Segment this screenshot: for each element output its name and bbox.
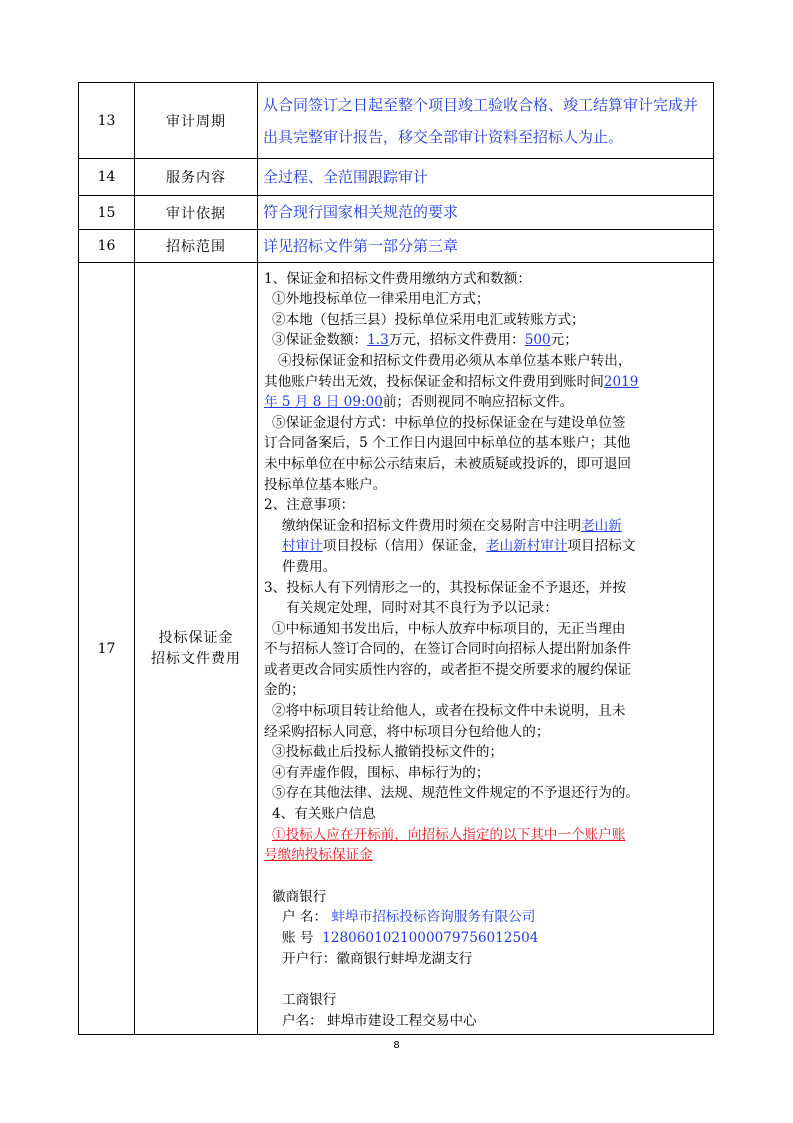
row-item: 审计依据 — [135, 196, 258, 230]
bank-branch: 开户行：徽商银行蚌埠龙湖支行 — [282, 950, 473, 967]
row-item — [135, 263, 258, 1035]
row-item: 招标范围 — [135, 230, 258, 263]
row-content: 全过程、全范围跟踪审计 — [258, 159, 714, 196]
item-line: 投标保证金 — [158, 629, 234, 646]
text-span: 元； — [550, 332, 578, 349]
text-line — [264, 330, 707, 351]
row-number: 13 — [79, 83, 135, 159]
project-name-link[interactable]: 老山新 — [581, 517, 622, 534]
text-line: ①中标通知书发出后，中标人放弃中标项目的，无正当理由 — [272, 620, 626, 637]
text-line: 金的； — [264, 682, 305, 699]
text-line: ⑤保证金退付方式：中标单位的投标保证金在与建设单位签 — [272, 414, 626, 431]
text-line: ④有弄虚作假，围标、串标行为的； — [272, 764, 490, 781]
bid-info-table — [78, 82, 714, 1035]
text-line: 投标单位基本账户。 — [264, 476, 387, 493]
account-holder: 户名： 蚌埠市建设工程交易中心 — [282, 1012, 477, 1029]
table-row — [79, 159, 714, 196]
section-title: 1、保证金和招标文件费用缴纳方式和数额： — [264, 270, 531, 287]
holder-label: 户 名： — [282, 909, 328, 926]
text-line: ④投标保证金和招标文件费用必须从本单位基本账户转出， — [278, 352, 632, 369]
notice-line: ①投标人应在开标前，向招标人指定的以下其中一个账户账 — [272, 826, 626, 843]
account-value: 1280601021000079756012504 — [322, 930, 539, 947]
spacer — [264, 866, 707, 887]
text-line: 件费用。 — [282, 558, 337, 575]
text-span: 项目投标（信用）保证金， — [322, 538, 486, 555]
section-title: 2、注意事项： — [264, 497, 355, 514]
text-span: 前；否则视同不响应招标文件。 — [382, 394, 574, 411]
text-span: 缴纳保证金和招标文件费用时须在交易附言中注明 — [282, 517, 582, 534]
text-line — [264, 516, 707, 537]
notice-line: 号缴纳投标保证金 — [264, 847, 373, 864]
text-span: 万元，招标文件费用： — [388, 332, 525, 349]
holder-value: 蚌埠市招标投标咨询服务有限公司 — [331, 909, 536, 926]
text-span: ③保证金数额： — [272, 332, 368, 349]
row-item: 审计周期 — [135, 83, 258, 159]
text-line: 未中标单位在中标公示结束后，未被质疑或投诉的，即可退回 — [264, 455, 632, 472]
table-row — [79, 263, 714, 1035]
text-line: ⑤存在其他法律、法规、规范性文件规定的不予退还行为的。 — [272, 785, 640, 802]
project-name-link[interactable]: 老山新村审计 — [485, 538, 568, 555]
row-content: 详见招标文件第一部分第三章 — [258, 230, 714, 263]
text-line: ③投标截止后投标人撤销投标文件的； — [272, 744, 504, 761]
deadline-year: 2019 — [603, 373, 639, 390]
bank-name: 工商银行 — [282, 992, 337, 1009]
row-number: 17 — [79, 263, 135, 1035]
account-number — [264, 928, 707, 949]
text-span: 其他账户转出无效，投标保证金和招标文件费用到账时间 — [264, 373, 604, 390]
row-content: 从合同签订之日起至整个项目竣工验收合格、竣工结算审计完成并出具完整审计报告，移交全部审计资料至招标人为止。 — [258, 83, 714, 159]
project-name-link[interactable]: 村审计 — [282, 538, 323, 555]
table-row — [79, 230, 714, 263]
text-line — [264, 372, 707, 393]
text-line: 经采购招标人同意，将中标项目分包给他人的； — [264, 723, 550, 740]
table-row — [79, 83, 714, 159]
section-title: 4、有关账户信息 — [272, 806, 376, 823]
page-number: 8 — [393, 1040, 400, 1051]
deadline-date: 年 5 月 8 日 09:00 — [264, 394, 383, 411]
text-line: 有关规定处理，同时对其不良行为予以记录： — [286, 600, 558, 617]
row-number: 15 — [79, 196, 135, 230]
text-line: ②本地（包括三县）投标单位采用电汇或转账方式； — [272, 311, 585, 328]
deposit-amount: 1.3 — [367, 332, 389, 349]
text-line: 或者更改合同实质性内容的，或者拒不提交所要求的履约保证 — [264, 661, 632, 678]
table-row — [79, 196, 714, 230]
bank-name: 徽商银行 — [272, 888, 327, 905]
text-line: ②将中标项目转让给他人，或者在投标文件中未说明，且未 — [272, 703, 626, 720]
row-content: 符合现行国家相关规范的要求 — [258, 196, 714, 230]
spacer — [264, 969, 707, 990]
document-fee: 500 — [524, 332, 551, 349]
text-span: 项目招标文 — [567, 538, 636, 555]
row-number: 16 — [79, 230, 135, 263]
text-line: 不与招标人签订合同的，在签订合同时向招标人提出附加条件 — [264, 641, 632, 658]
section-title: 3、投标人有下列情形之一的，其投标保证金不予退还，并按 — [264, 579, 627, 596]
text-line — [264, 392, 707, 413]
row-item: 服务内容 — [135, 159, 258, 196]
row-number: 14 — [79, 159, 135, 196]
text-line: 订合同备案后，5 个工作日内退回中标单位的基本账户；其他 — [264, 435, 631, 452]
account-label: 账 号 — [282, 930, 314, 947]
text-line — [264, 536, 707, 557]
item-line: 招标文件费用 — [151, 650, 241, 667]
text-line: ①外地投标单位一律采用电汇方式； — [272, 291, 490, 308]
account-holder — [264, 907, 707, 928]
row-content — [258, 263, 714, 1035]
